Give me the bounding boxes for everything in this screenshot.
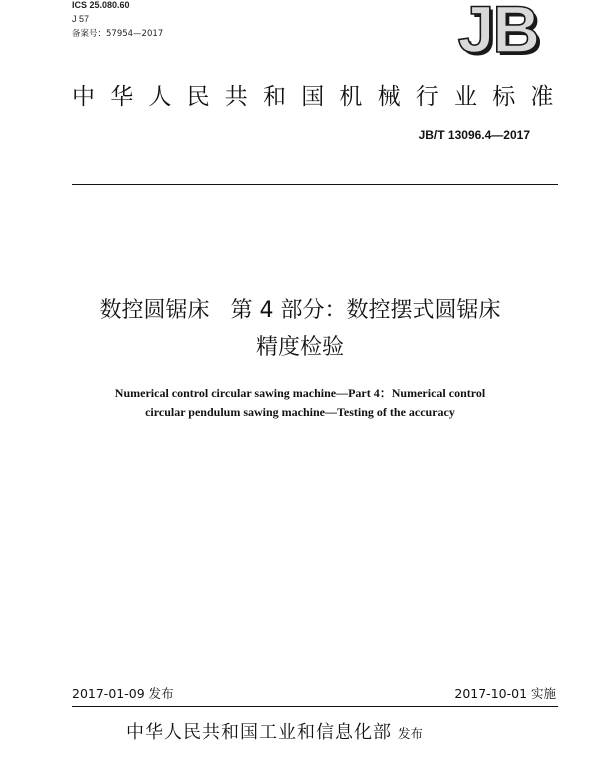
english-title-line-2: circular pendulum sawing machine—Testing of the accuracy bbox=[145, 405, 455, 419]
jb-logo: JB bbox=[457, 0, 538, 66]
ccs-code: J 57 bbox=[72, 14, 90, 24]
standard-number: JB/T 13096.4—2017 bbox=[418, 128, 530, 142]
english-title-line-1: Numerical control circular sawing machine—Part 4：Numerical control bbox=[114, 386, 486, 400]
issuer bbox=[126, 721, 423, 746]
chinese-title-line-1: 数控圆锯床 第 4 部分：数控摆式圆锯床 bbox=[99, 298, 501, 323]
bottom-divider bbox=[72, 706, 558, 707]
issuer-action: 发布 bbox=[398, 726, 424, 741]
issuer-name: 中华人民共和国工业和信息化部 bbox=[126, 722, 392, 743]
registration-number: 备案号：57954—2017 bbox=[72, 29, 164, 39]
chinese-title-line-2: 精度检验 bbox=[255, 335, 344, 360]
standard-category-title: 中华人民共和国机械行业标准 bbox=[72, 84, 569, 110]
issue-date: 2017-01-09 发布 bbox=[72, 686, 174, 701]
implementation-date: 2017-10-01 实施 bbox=[454, 686, 556, 701]
top-divider bbox=[72, 184, 558, 185]
ics-code: ICS 25.080.60 bbox=[72, 0, 130, 10]
